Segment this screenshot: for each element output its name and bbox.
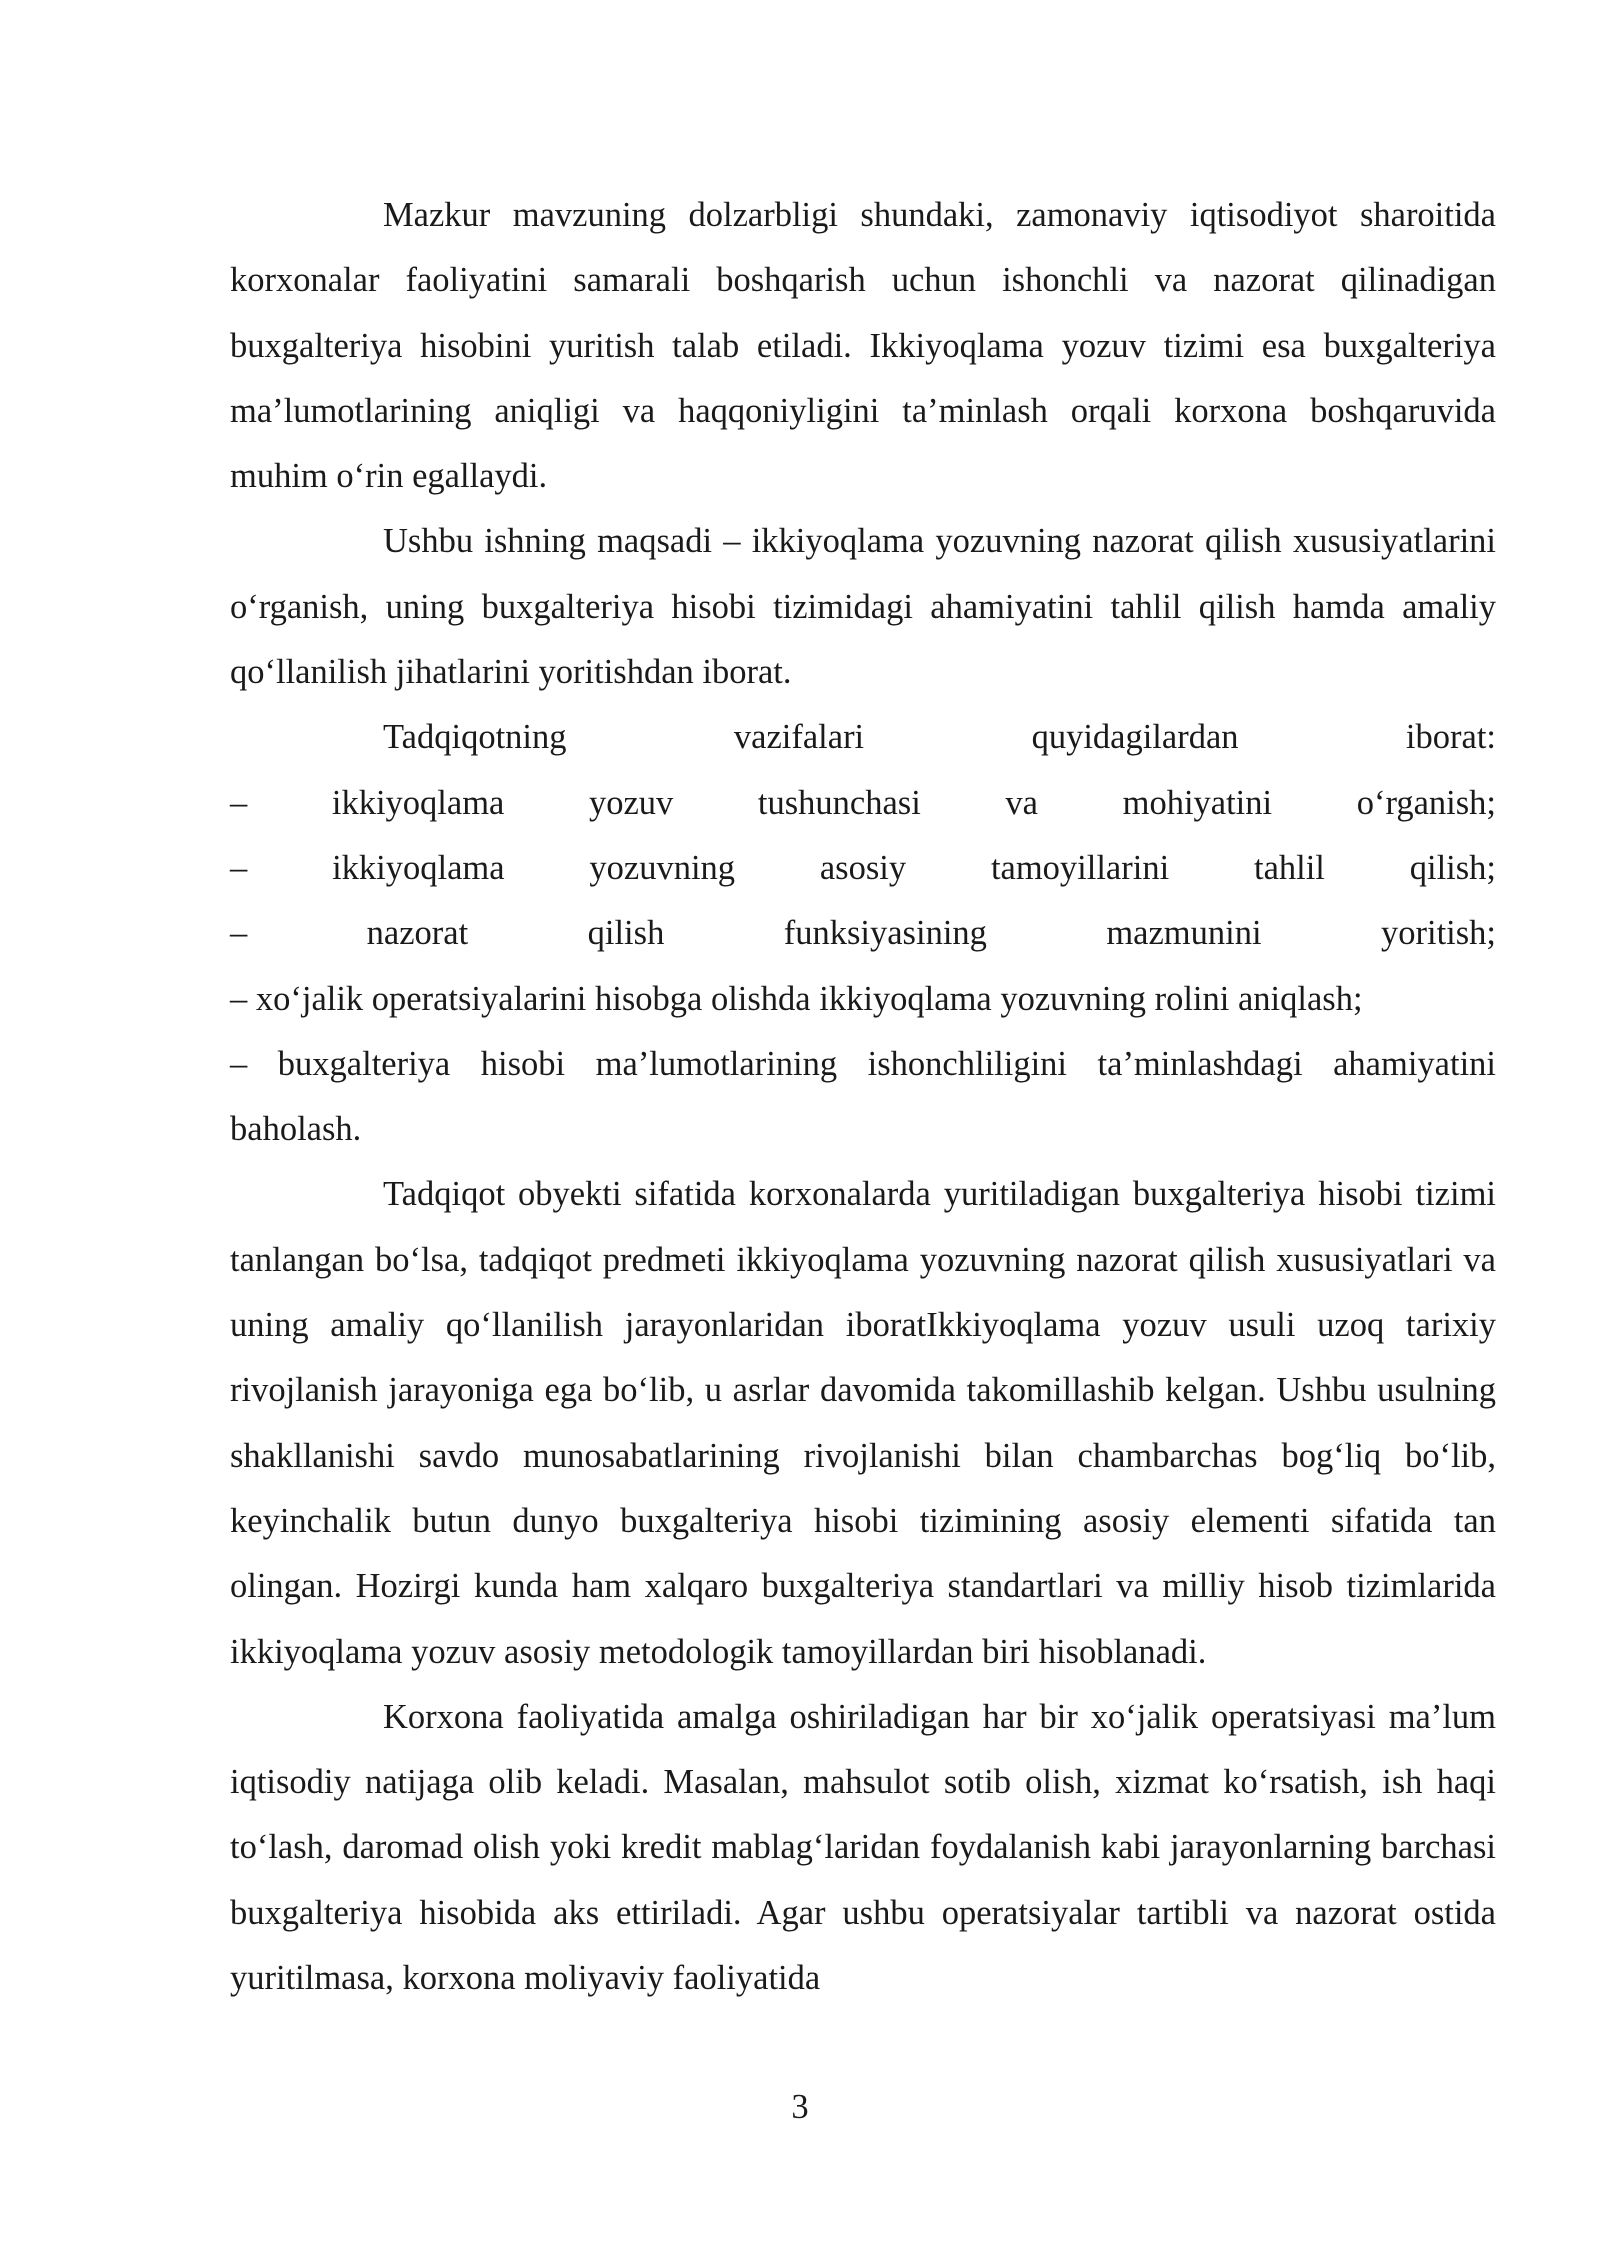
tasks-heading: Tadqiqotning vazifalari quyidagilardan iborat:: [383, 718, 1496, 757]
task-item-4: – xo‘jalik operatsiyalarini hisobga olishda ikkiyoqlama yozuvning rolini aniqlash;: [230, 979, 1363, 1018]
paragraph-goal: Ushbu ishning maqsadi – ikkiyoqlama yozuvning nazorat qilish xususiyatlarini o‘rganish, uning buxgalteriya hisobi tizimidagi ahamiyatini tahlil qilish hamda amaliy qo‘llanilish jihatlarini yoritishdan iborat.: [230, 522, 1496, 692]
page-number: 3: [791, 2088, 809, 2126]
task-item-3: – nazorat qilish funksiyasining mazmunini yoritish;: [230, 914, 1496, 953]
paragraph-object-subject: Tadqiqot obyekti sifatida korxonalarda yuritiladigan buxgalteriya hisobi tizimi tanlangan bo‘lsa, tadqiqot predmeti ikkiyoqlama yozuvning nazorat qilish xususiyatlari va uning amaliy qo‘llanilish jarayonlaridan iboratIkkiyoqlama yozuv usuli uzoq tarixiy rivojlanish jarayoniga ega bo‘lib, u asrlar davomida takomillashib kelgan. Ushbu usulning shakllanishi savdo munosabatlarining rivojlanishi bilan chambarchas bog‘liq bo‘lib, keyinchalik butun dunyo buxgalteriya hisobi tizimining asosiy elementi sifatida tan olingan. Hozirgi kunda ham xalqaro buxgalteriya standartlari va milliy hisob tizimlarida ikkiyoqlama yozuv asosiy metodologik tamoyillardan biri hisoblanadi.: [230, 1175, 1496, 1671]
task-item-1: – ikkiyoqlama yozuv tushunchasi va mohiyatini o‘rganish;: [230, 783, 1496, 822]
task-item-5: – buxgalteriya hisobi ma’lumotlarining ishonchliligini ta’minlashdagi ahamiyatini baholash.: [230, 1044, 1496, 1149]
document-body: [230, 183, 1496, 2011]
paragraph-relevance: Mazkur mavzuning dolzarbligi shundaki, zamonaviy iqtisodiyot sharoitida korxonalar faoliyatini samarali boshqarish uchun ishonchli va nazorat qilinadigan buxgalteriya hisobini yuritish talab etiladi. Ikkiyoqlama yozuv tizimi esa buxgalteriya ma’lumotlarining aniqligi va haqqoniyligini ta’minlash orqali korxona boshqaruvida muhim o‘rin egallaydi.: [230, 196, 1496, 496]
task-item-2: – ikkiyoqlama yozuvning asosiy tamoyillarini tahlil qilish;: [230, 848, 1496, 887]
paragraph-operations: Korxona faoliyatida amalga oshiriladigan har bir xo‘jalik operatsiyasi ma’lum iqtisodiy natijaga olib keladi. Masalan, mahsulot sotib olish, xizmat ko‘rsatish, ish haqi to‘lash, daromad olish yoki kredit mablag‘laridan foydalanish kabi jarayonlarning barchasi buxgalteriya hisobida aks ettiriladi. Agar ushbu operatsiyalar tartibli va nazorat ostida yuritilmasa, korxona moliyaviy faoliyatida: [230, 1697, 1496, 1998]
